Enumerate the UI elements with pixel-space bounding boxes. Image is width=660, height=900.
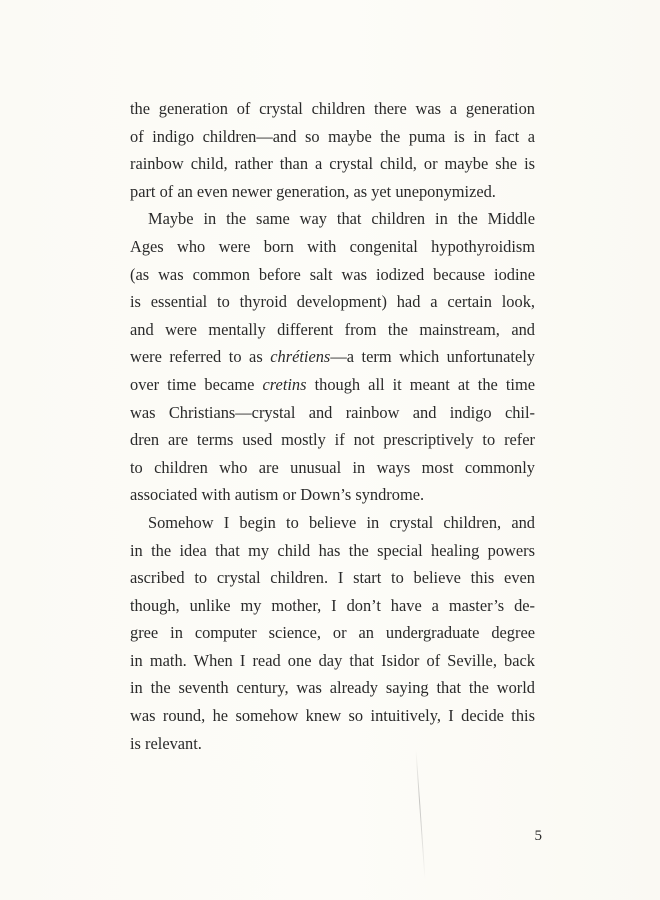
text-line <box>130 343 535 371</box>
body-text <box>130 95 535 757</box>
text-line: and were mentally different from the mainstream, and <box>130 319 535 339</box>
paragraph-start-line: Maybe in the same way that children in the Middle <box>148 209 535 229</box>
text-segment: though all it meant at the time <box>306 374 536 394</box>
text-line: the generation of crystal children there was a generation <box>130 99 535 118</box>
text-segment: —a term which unfortunately <box>330 347 535 367</box>
text-line: (as was common before salt was iodized because iodine <box>130 264 535 284</box>
text-line: in math. When I read one day that Isidor of Seville, back <box>130 650 535 670</box>
text-line: in the idea that my child has the special healing powers <box>130 540 535 560</box>
text-line: Ages who were born with congenital hypothyroidism <box>130 236 535 256</box>
text-line <box>130 371 535 399</box>
text-line: in the seventh century, was already saying that the world <box>130 678 535 698</box>
text-line: part of an even newer generation, as yet uneponymized. <box>130 181 496 201</box>
text-line: was Christians—crystal and rainbow and indigo chil- <box>130 402 535 422</box>
italic-term-chretiens: chrétiens <box>270 347 331 367</box>
text-line: though, unlike my mother, I don’t have a master’s de- <box>130 595 535 615</box>
scan-scratch-mark <box>415 750 425 880</box>
text-line: dren are terms used mostly if not prescriptively to refer <box>130 430 535 450</box>
text-line: is essential to thyroid development) had a certain look, <box>130 292 535 312</box>
text-line: of indigo children—and so maybe the puma is in fact a <box>130 126 535 146</box>
italic-term-cretins: cretins <box>262 374 307 394</box>
text-segment: over time became <box>130 374 263 394</box>
text-line: is relevant. <box>130 733 202 753</box>
text-line: associated with autism or Down’s syndrome. <box>130 485 425 505</box>
page-number: 5 <box>534 828 542 844</box>
text-line: ascribed to crystal children. I start to believe this even <box>130 568 535 588</box>
text-line: rainbow child, rather than a crystal child, or maybe she is <box>130 154 535 174</box>
text-line: gree in computer science, or an undergraduate degree <box>130 623 535 643</box>
text-line: was round, he somehow knew so intuitively, I decide this <box>130 706 535 726</box>
text-line: to children who are unusual in ways most commonly <box>130 457 535 477</box>
text-segment: were referred to as <box>130 347 271 367</box>
paragraph-start-line: Somehow I begin to believe in crystal children, and <box>148 512 535 532</box>
